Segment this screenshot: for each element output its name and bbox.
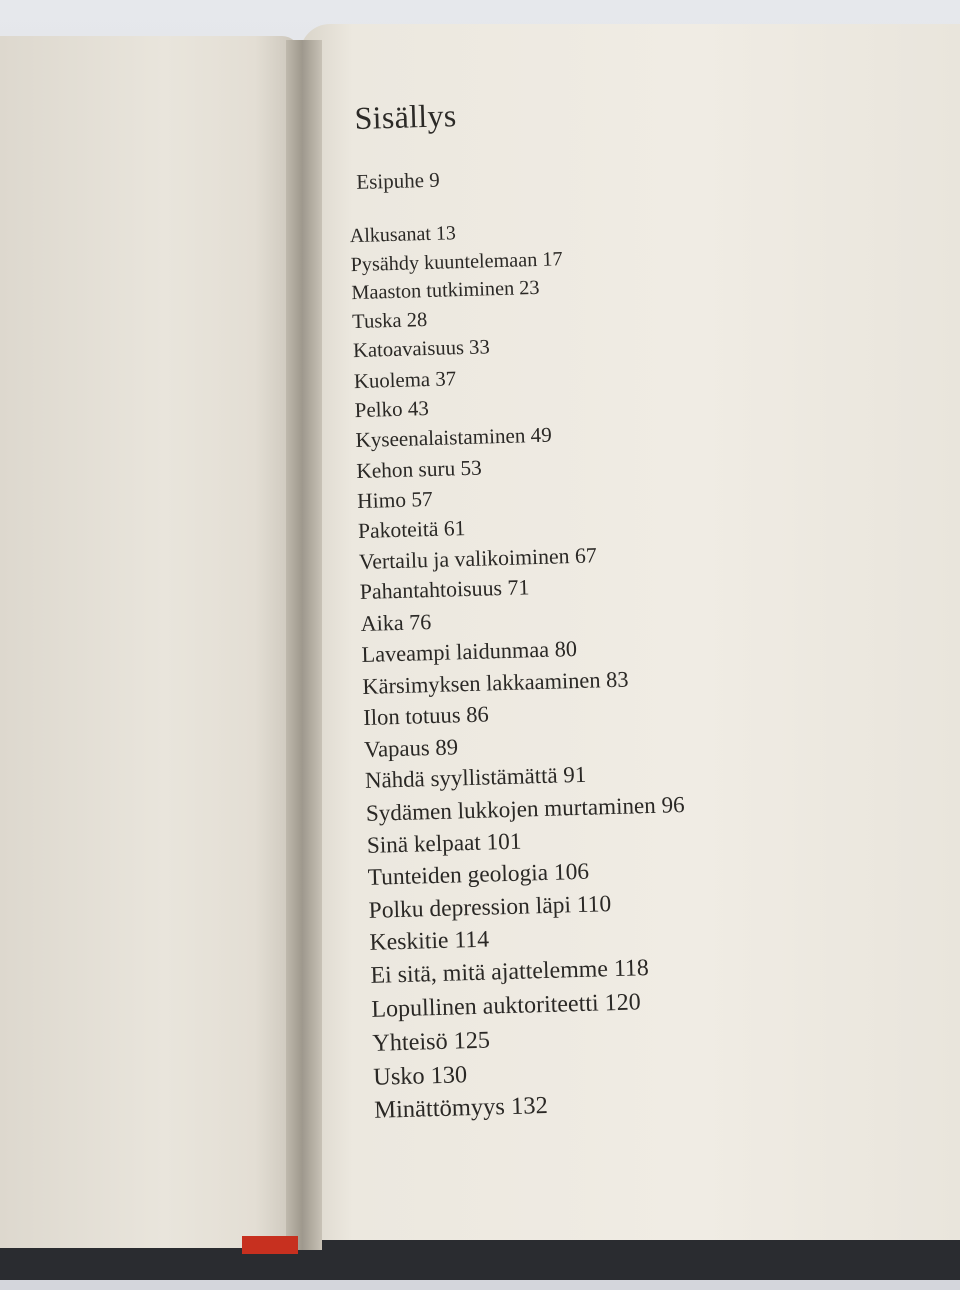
toc-entry: Himo 57 xyxy=(356,486,434,513)
toc-entry: Tunteiden geologia 106 xyxy=(367,858,590,891)
toc-entry: Sinä kelpaat 101 xyxy=(366,828,522,859)
toc-entry: Vapaus 89 xyxy=(363,733,459,762)
toc-entry: Maaston tutkiminen 23 xyxy=(351,277,540,305)
toc-entry: Pakoteitä 61 xyxy=(357,516,466,544)
toc-entry: Tuska 28 xyxy=(351,309,428,334)
page-title: Sisällys xyxy=(354,97,457,136)
toc-entry: Laveampi laidunmaa 80 xyxy=(361,636,578,668)
toc-entry: Kuolema 37 xyxy=(353,366,457,393)
toc-entry: Sydämen lukkojen murtaminen 96 xyxy=(365,791,685,827)
toc-entry: Minättömyys 132 xyxy=(373,1092,549,1125)
toc-list xyxy=(349,213,693,1128)
toc-entry: Kyseenalaistaminen 49 xyxy=(355,422,553,452)
toc-entry: Aika 76 xyxy=(360,609,432,637)
toc-entry: Vertailu ja valikoiminen 67 xyxy=(358,542,598,574)
toc-entry: Pahantahtoisuus 71 xyxy=(359,574,530,605)
toc-entry: Nähdä syyllistämättä 91 xyxy=(364,762,587,794)
toc-entry: Alkusanat 13 xyxy=(349,222,457,248)
toc-entry: Ilon totuus 86 xyxy=(362,701,490,730)
toc-entry: Kehon suru 53 xyxy=(356,455,483,483)
toc-entry: Kärsimyksen lakkaaminen 83 xyxy=(362,666,629,699)
toc-entry: Pelko 43 xyxy=(354,396,430,423)
toc-entry: Yhteisö 125 xyxy=(372,1026,491,1057)
toc-entry: Katoavaisuus 33 xyxy=(352,336,491,363)
toc-entry: Polku depression läpi 110 xyxy=(368,890,612,924)
toc-entry: Pysähdy kuuntelemaan 17 xyxy=(350,247,563,276)
toc-entry: Keskitie 114 xyxy=(369,926,490,957)
toc-entry: Usko 130 xyxy=(372,1060,468,1091)
toc-entry: Lopullinen auktoriteetti 120 xyxy=(371,988,641,1023)
preface-entry: Esipuhe 9 xyxy=(355,167,441,194)
toc-entry: Ei sitä, mitä ajattelemme 118 xyxy=(370,955,650,990)
